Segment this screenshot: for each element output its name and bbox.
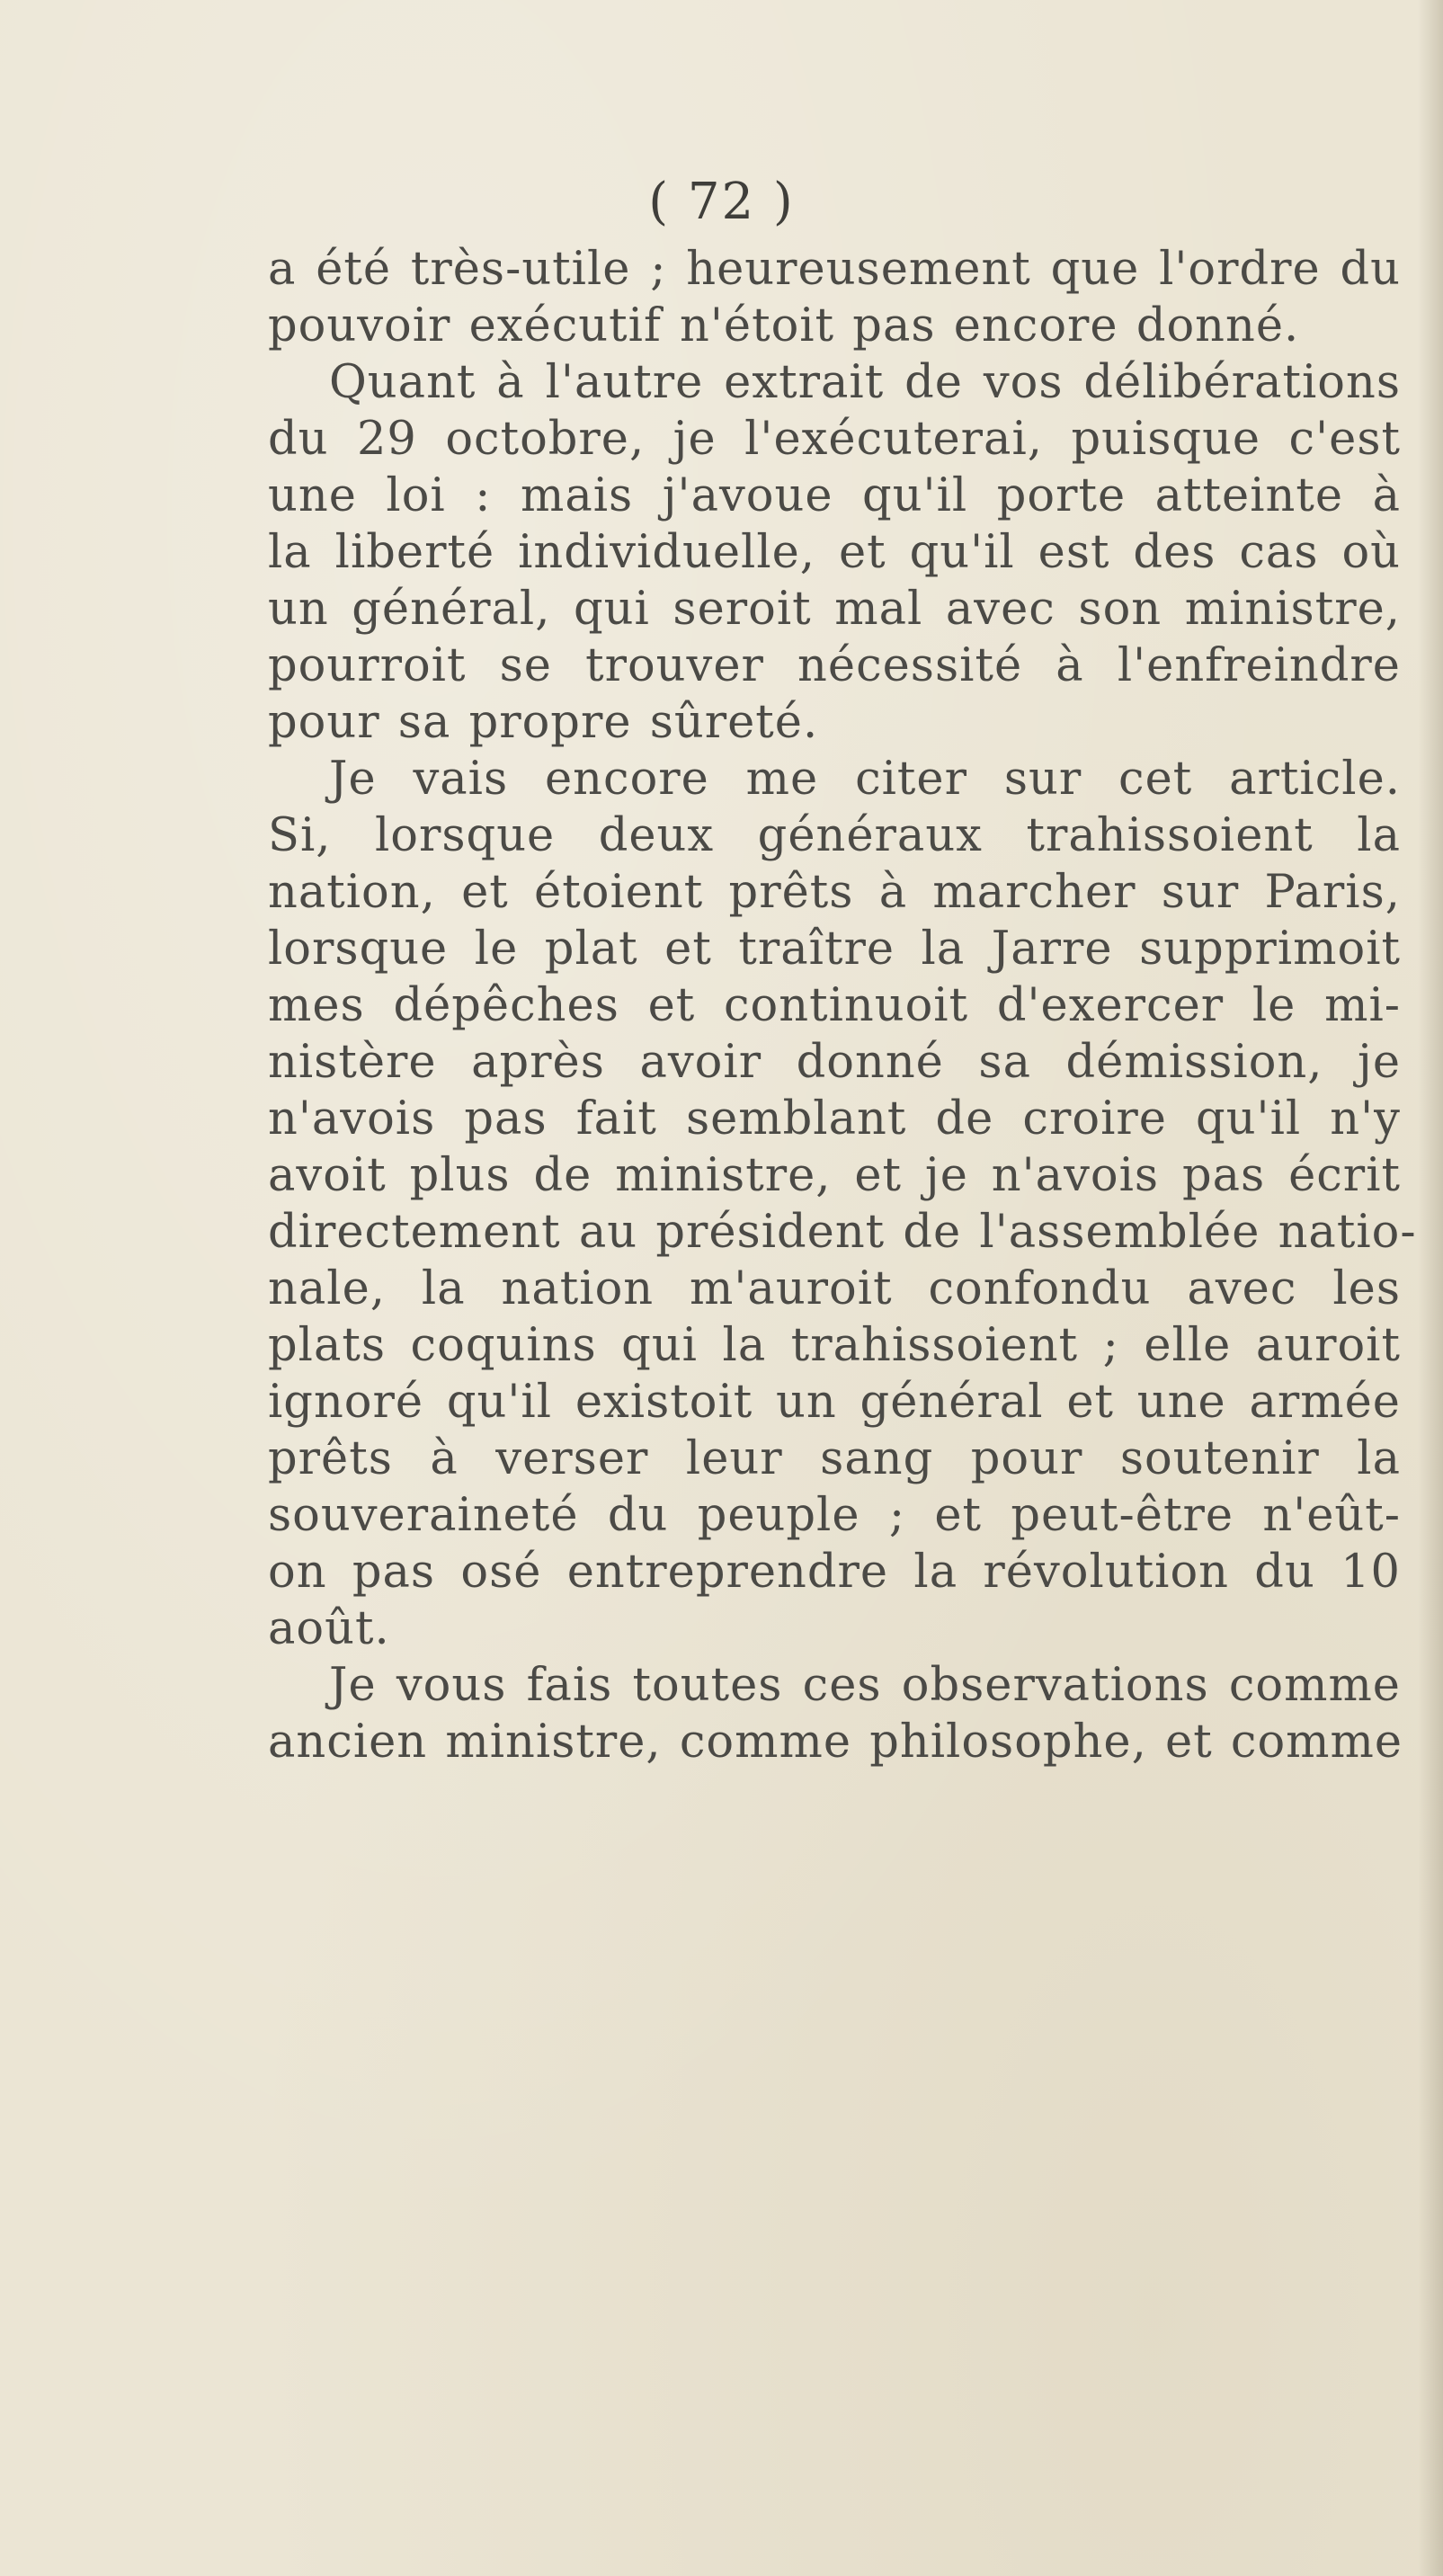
text-line: une loi : mais j'avoue qu'il porte atteinte à bbox=[268, 469, 1401, 522]
text-line: nale, la nation m'auroit confondu avec les bbox=[268, 1262, 1401, 1315]
text-line: un général, qui seroit mal avec son ministre, bbox=[268, 583, 1401, 636]
text-line: Si, lorsque deux généraux trahissoient la bbox=[268, 809, 1401, 862]
text-line: nation, et étoient prêts à marcher sur Paris, bbox=[268, 866, 1401, 919]
text-line: ancien ministre, comme philosophe, et comme bbox=[268, 1716, 1403, 1769]
text-line: nistère après avoir donné sa démission, je bbox=[268, 1036, 1401, 1089]
text-line: août. bbox=[268, 1602, 390, 1655]
text-line: prêts à verser leur sang pour soutenir la bbox=[268, 1432, 1401, 1485]
text-line: Je vais encore me citer sur cet article. bbox=[329, 753, 1401, 806]
text-line: a été très-utile ; heureusement que l'ordre du bbox=[268, 243, 1401, 296]
text-line: directement au président de l'assemblée natio- bbox=[268, 1206, 1417, 1259]
text-line: pouvoir exécutif n'étoit pas encore donné. bbox=[268, 299, 1300, 352]
text-line: n'avois pas fait semblant de croire qu'il n'y bbox=[268, 1092, 1401, 1145]
body-text bbox=[268, 241, 1417, 1770]
text-line: ignoré qu'il existoit un général et une armée bbox=[268, 1376, 1401, 1429]
text-line: plats coquins qui la trahissoient ; elle auroit bbox=[268, 1319, 1401, 1372]
text-line: on pas osé entreprendre la révolution du 10 bbox=[268, 1546, 1401, 1599]
text-line: mes dépêches et continuoit d'exercer le mi- bbox=[268, 979, 1401, 1032]
page-number: ( 72 ) bbox=[648, 173, 795, 231]
text-line: la liberté individuelle, et qu'il est des cas où bbox=[268, 526, 1401, 579]
text-line: souveraineté du peuple ; et peut-être n'eût- bbox=[268, 1489, 1401, 1542]
text-line: pourroit se trouver nécessité à l'enfreindre bbox=[268, 639, 1401, 692]
page-edge-shadow bbox=[1418, 0, 1443, 2576]
text-line: lorsque le plat et traître la Jarre supprimoit bbox=[268, 923, 1401, 976]
text-line: pour sa propre sûreté. bbox=[268, 696, 819, 749]
text-line: du 29 octobre, je l'exécuterai, puisque c'est bbox=[268, 413, 1401, 466]
text-line: Je vous fais toutes ces observations comme bbox=[329, 1659, 1401, 1712]
text-line: Quant à l'autre extrait de vos délibérations bbox=[329, 356, 1401, 409]
text-line: avoit plus de ministre, et je n'avois pas écrit bbox=[268, 1149, 1401, 1202]
